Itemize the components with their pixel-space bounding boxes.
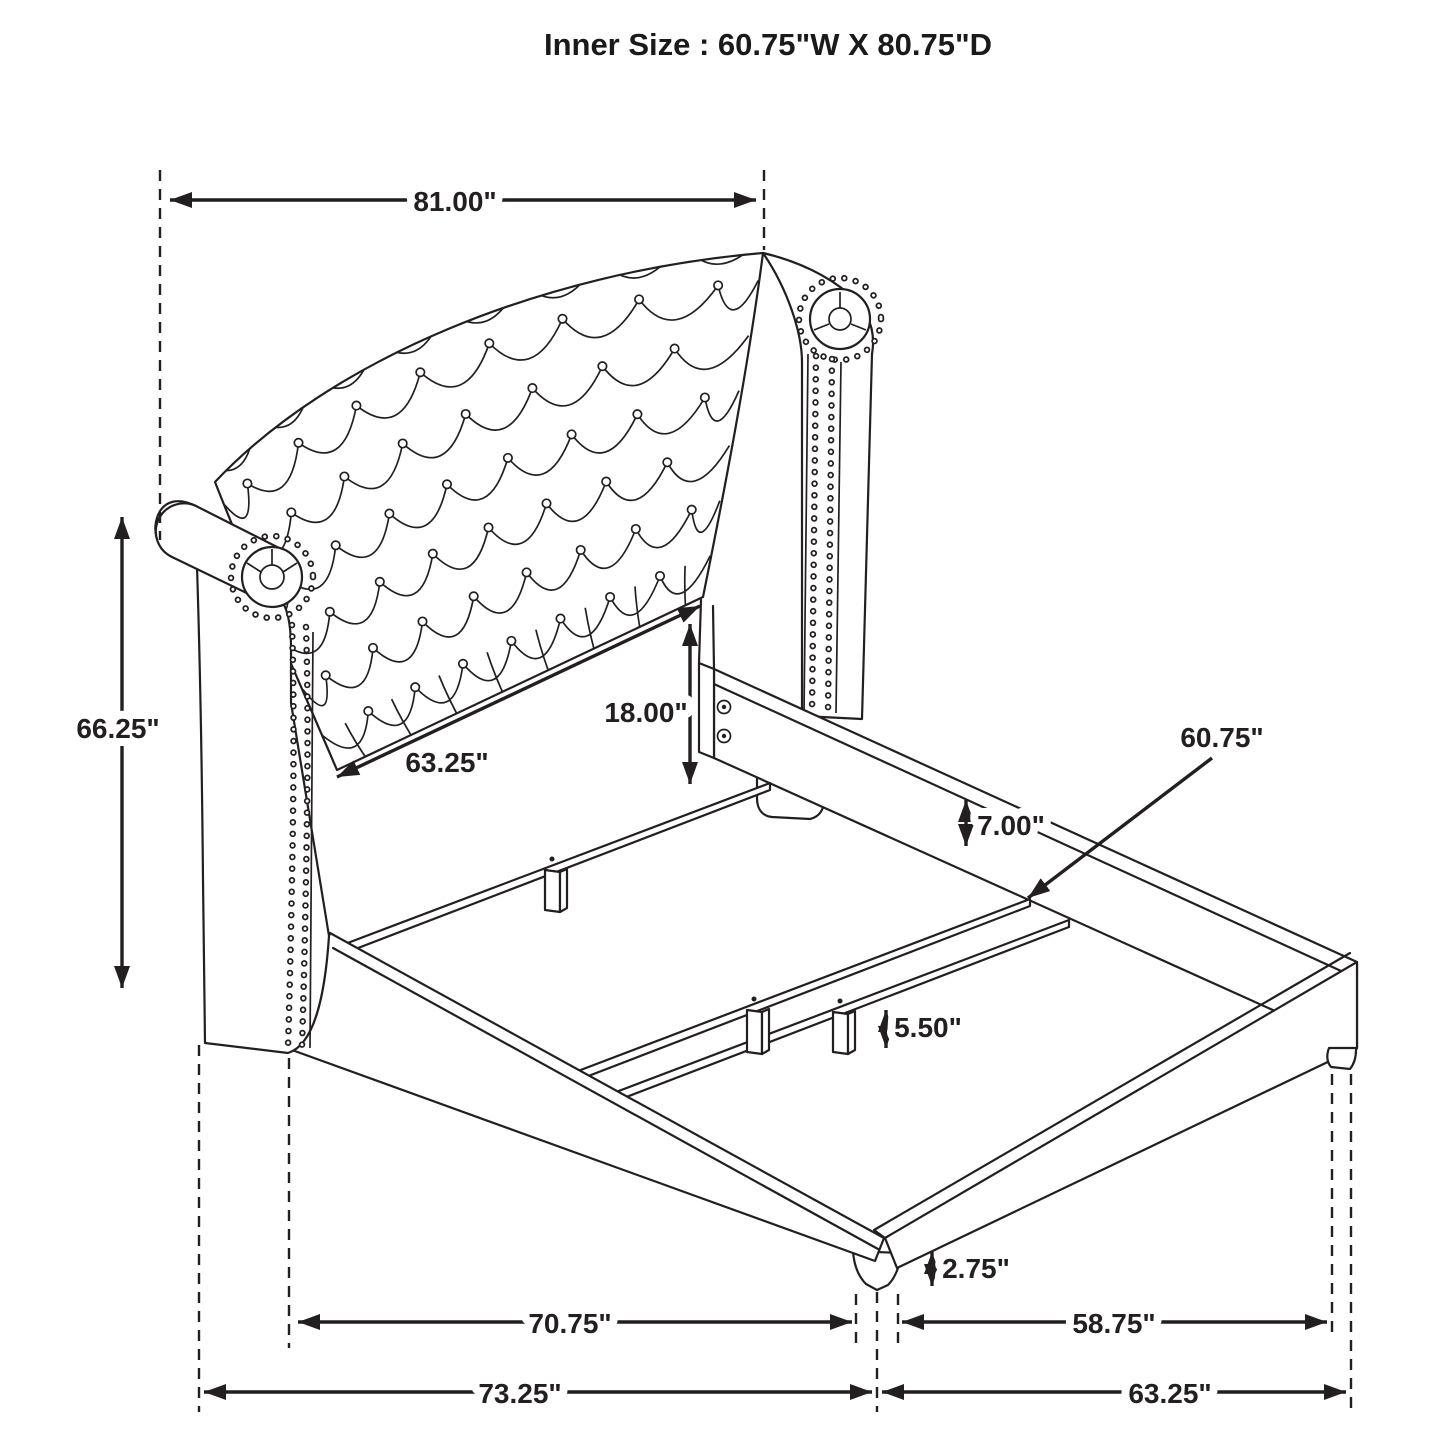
tufting-button [429, 550, 437, 558]
tufting-button [485, 339, 493, 347]
tufting-button [542, 499, 550, 507]
tufting-button [418, 617, 426, 625]
tufting-button [656, 572, 664, 580]
tufting-button [606, 593, 614, 601]
tufting-button [714, 281, 722, 289]
tufting-button [370, 336, 378, 344]
tufting-button [376, 578, 384, 586]
dim-base-depth [298, 1308, 852, 1339]
dim-base-width-label: 58.75" [1072, 1308, 1156, 1339]
tufting-button [701, 393, 709, 401]
slat-3 [616, 920, 1069, 1101]
tufting-button [677, 238, 685, 246]
tufting-button [556, 614, 564, 622]
tufting-button [251, 415, 259, 423]
tufting-button [462, 410, 470, 418]
tufting-button [332, 541, 340, 549]
dim-headboard-height [76, 517, 159, 988]
right-corner-leg [1327, 1048, 1357, 1069]
dim-front-leg-height-label: 2.75" [942, 1253, 1010, 1284]
center-support-leg-3 [833, 1011, 855, 1054]
diagram-title: Inner Size : 60.75"W X 80.75"D [543, 27, 993, 62]
tufting-button [364, 707, 372, 715]
tufting-button [670, 344, 678, 352]
dim-overall-depth [204, 1378, 872, 1409]
tufting-button [558, 315, 566, 323]
tufting-button [504, 454, 512, 462]
right-wing-post [763, 253, 881, 719]
center-support-leg-1 [545, 869, 567, 912]
tufting-button [577, 546, 585, 554]
tufting-button [294, 439, 302, 447]
headboard-leg-lines [699, 600, 714, 669]
tufting-button [440, 303, 448, 311]
dim-center-leg-height [886, 1010, 962, 1048]
tufting-button [633, 410, 641, 418]
tufting-button [635, 295, 643, 303]
dim-base-depth-label: 70.75" [528, 1308, 612, 1339]
tufting-button [522, 568, 530, 576]
tufting-button [567, 430, 575, 438]
dim-headboard-width [170, 186, 756, 217]
dim-headboard-height-label: 66.25" [76, 713, 160, 744]
tufting-button [459, 660, 467, 668]
tufting-button [287, 508, 295, 516]
tufting-button [443, 480, 451, 488]
tufting-button [632, 525, 640, 533]
dim-overall-width-label: 63.25" [1128, 1378, 1212, 1409]
tufting-button [688, 506, 696, 514]
tufting-button [602, 477, 610, 485]
tufting-button [528, 384, 536, 392]
tufting-button [385, 509, 393, 517]
slat-1 [345, 783, 770, 953]
tufting-button [326, 608, 334, 616]
tufting-button [470, 592, 478, 600]
tufting-button [399, 439, 407, 447]
dim-rail-height-label: 7.00" [977, 810, 1045, 841]
dim-slat-length-label: 60.75" [1180, 722, 1264, 753]
tufting-button [595, 254, 603, 262]
tufting-button [411, 683, 419, 691]
tufting-button [484, 523, 492, 531]
tufting-button [416, 368, 424, 376]
dim-front-leg-height [932, 1252, 1010, 1286]
tufting-button [322, 671, 330, 679]
rail-mounting-plate [699, 663, 714, 758]
tufting-button [515, 276, 523, 284]
tufting-button [663, 458, 671, 466]
dim-headboard-clearance [604, 624, 690, 784]
center-support-leg-2 [747, 1009, 769, 1054]
slat-2 [578, 899, 1030, 1080]
dim-center-leg-height-label: 5.50" [894, 1012, 962, 1043]
dim-base-width [902, 1308, 1327, 1339]
dim-overall-width [882, 1378, 1346, 1409]
tufting-button [243, 479, 251, 487]
dim-headboard-clearance-label: 18.00" [604, 697, 688, 728]
tufting-button [507, 637, 515, 645]
side-rail-front [292, 933, 884, 1261]
tufting-button [598, 362, 606, 370]
dim-headboard-width-label: 81.00" [413, 186, 497, 217]
tufting-button [340, 472, 348, 480]
bed-drawing [155, 232, 1357, 1290]
dim-headboard-panel-width-label: 63.25" [405, 747, 489, 778]
dim-overall-depth-label: 73.25" [478, 1378, 562, 1409]
tufting-button [307, 374, 315, 382]
tufting-button [352, 401, 360, 409]
tufting-button [369, 644, 377, 652]
